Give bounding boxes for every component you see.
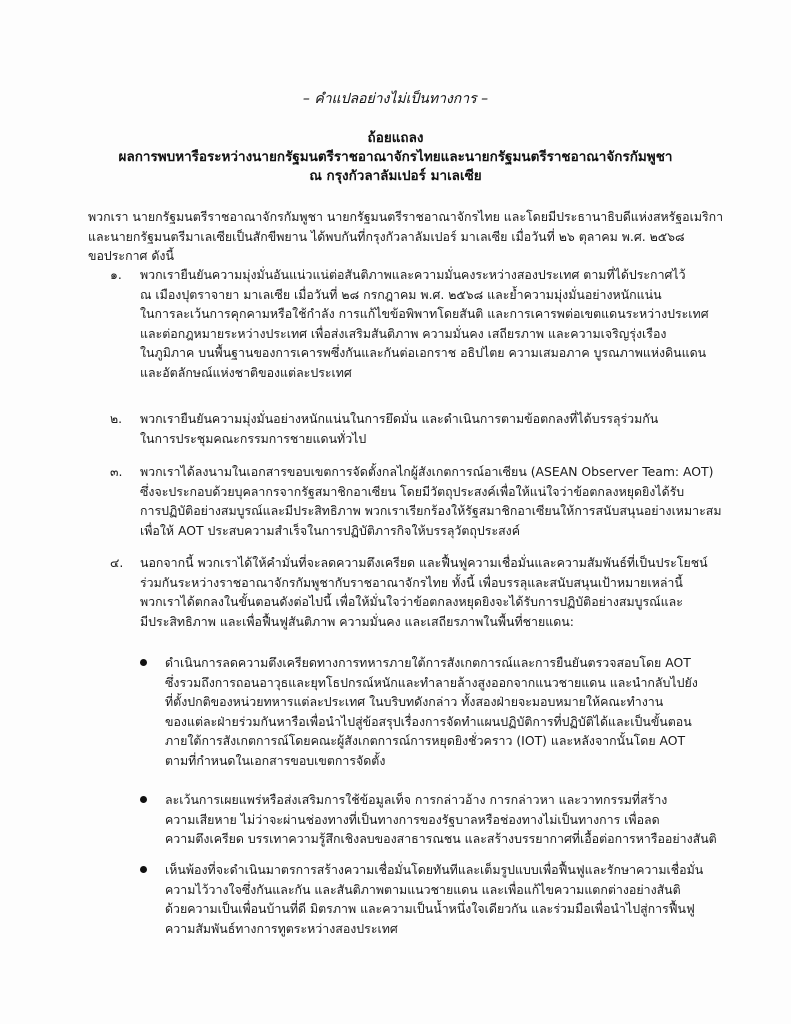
bullet-line: ที่ตั้งปกติของหน่วยทหารแต่ละประเทศ ในบริบทดังกล่าว ทั้งสองฝ่ายจะมอบหมายให้คณะทำงาน [165,694,664,709]
bullet-line: ด้วยความเป็นเพื่อนบ้านที่ดี มิตรภาพ และความเป็นน้ำหนึ่งใจเดียวกัน และร่วมมือเพื่อนำไปสู่การฟื้นฟู [165,901,695,916]
title-line-statement: ถ้อยแถลง [367,130,424,146]
item-line: มีประสิทธิภาพ และเพื่อฟื้นฟูสันติภาพ ความมั่นคง และเสถียรภาพในพื้นที่ชายแดน: [140,613,574,629]
title-line-meeting: ผลการพบหารือระหว่างนายกรัฐมนตรีราชอาณาจักรไทยและนายกรัฐมนตรีราชอาณาจักรกัมพูชา [118,149,673,165]
item-line: ในการประชุมคณะกรรมการชายแดนทั่วไป [140,430,367,446]
item-number: ๑. [110,267,122,282]
item-line: การปฏิบัติอย่างสมบูรณ์และมีประสิทธิภาพ พวกเราเรียกร้องให้รัฐสมาชิกอาเซียนให้การสนับสนุนอย่างเหมาะสม [140,503,722,518]
bullet-line: ละเว้นการเผยแพร่หรือส่งเสริมการใช้ข้อมูลเท็จ การกล่าวอ้าง การกล่าวหา และวาทกรรมที่สร้าง [165,792,668,807]
bullet-line: ตามที่กำหนดในเอกสารขอบเขตการจัดตั้ง [165,752,386,768]
item-line: นอกจากนี้ พวกเราได้ให้คำมั่นที่จะลดความตึงเครียด และฟื้นฟูความเชื่อมั่นและความสัมพันธ์ที่เป็นประโยชน์ [140,555,708,570]
bullet-text [165,860,703,938]
unofficial-translation-note: – คำแปลอย่างไม่เป็นทางการ – [302,91,489,107]
item-text [140,462,721,540]
item-line: ณ เมืองปุตราจายา มาเลเซีย เมื่อวันที่ ๒๘ กรกฎาคม พ.ศ. ๒๕๖๘ และย้ำความมุ่งมั่นอย่างหนักแน่น [140,286,662,302]
bullet-icon [140,659,147,666]
item-text [140,265,709,382]
bullet-text [165,653,698,770]
item-line: พวกเราได้ลงนามในเอกสารขอบเขตการจัดตั้งกลไกผู้สังเกตการณ์อาเซียน (ASEAN Observer Team: AOT) [140,464,714,479]
title-line-location: ณ กรุงกัวลาลัมเปอร์ มาเลเซีย [309,168,482,184]
preamble-line: ขอประกาศ ดังนี้ [88,248,174,263]
bullet-text [165,790,717,849]
bullet-line: ความไว้วางใจซึ่งกันและกัน และสันติภาพตามแนวชายแดน และเพื่อแก้ไขความแตกต่างอย่างสันติ [165,881,681,897]
item-line: พวกเรายืนยันความมุ่งมั่นอันแน่วแน่ต่อสันติภาพและความมั่นคงระหว่างสองประเทศ ตามที่ได้ประกาศไว้ [140,267,686,282]
item-line: ในการละเว้นการคุกคามหรือใช้กำลัง การแก้ไขข้อพิพาทโดยสันติ และการเคารพต่อเขตแดนระหว่างประเทศ [140,306,709,321]
item-line: และต่อกฎหมายระหว่างประเทศ เพื่อส่งเสริมสันติภาพ ความมั่นคง เสถียรภาพ และความเจริญรุ่งเรือง [140,325,667,341]
item-line: เพื่อให้ AOT ประสบความสำเร็จในการปฏิบัติภารกิจให้บรรลุวัตถุประสงค์ [140,522,521,538]
item-line: ซึ่งจะประกอบด้วยบุคลากรจากรัฐสมาชิกอาเซียน โดยมีวัตถุประสงค์เพื่อให้แน่ใจว่าข้อตกลงหยุดยิงได้รับ [140,483,685,499]
bullet-line: ความสัมพันธ์ทางการทูตระหว่างสองประเทศ [165,920,398,936]
preamble-paragraph [88,207,748,266]
item-line: และอัตลักษณ์แห่งชาติของแต่ละประเทศ [140,364,352,380]
bullet-icon [140,866,147,873]
bullet-line: ดำเนินการลดความตึงเครียดทางการทหารภายใต้การสังเกตการณ์และการยืนยันตรวจสอบโดย AOT [165,655,691,670]
preamble-line: และนายกรัฐมนตรีมาเลเซียเป็นสักขีพยาน ได้พบกันที่กรุงกัวลาลัมเปอร์ มาเลเซีย เมื่อวันที่ ๒๖ ตุลาคม พ.ศ. ๒๕๖๘ [88,228,685,244]
item-number: ๔. [110,555,124,570]
bullet-icon [140,796,147,803]
bullet-line: ของแต่ละฝ่ายร่วมกันหารือเพื่อนำไปสู่ข้อสรุปเรื่องการจัดทำแผนปฏิบัติการที่ปฏิบัติได้และเป็นขั้นตอน [165,713,692,729]
item-line: พวกเรายืนยันความมุ่งมั่นอย่างหนักแน่นในการยึดมั่น และดำเนินการตามข้อตกลงที่ได้บรรลุร่วมกัน [140,411,659,426]
item-text [140,553,708,631]
bullet-line: ความเสียหาย ไม่ว่าจะผ่านช่องทางที่เป็นทางการของรัฐบาลหรือช่องทางไม่เป็นทางการ เพื่อลด [165,811,660,827]
item-line: พวกเราได้ตกลงในขั้นตอนดังต่อไปนี้ เพื่อให้มั่นใจว่าข้อตกลงหยุดยิงจะได้รับการปฏิบัติอย่างสมบูรณ์และ [140,594,683,609]
item-line: ร่วมกันระหว่างราชอาณาจักรกัมพูชากับราชอาณาจักรไทย ทั้งนี้ เพื่อบรรลุและสนับสนุนเป้าหมายเหล่านี้ [140,574,683,590]
bullet-line: ภายใต้การสังเกตการณ์โดยคณะผู้สังเกตการณ์การหยุดยิงชั่วคราว (IOT) และหลังจากนั้นโดย AOT [165,733,686,748]
preamble-line: พวกเรา นายกรัฐมนตรีราชอาณาจักรกัมพูชา นายกรัฐมนตรีราชอาณาจักรไทย และโดยมีประธานาธิบดีแห่งสหรัฐอเมริกา [88,209,724,224]
document-title [0,129,791,186]
item-text [140,409,658,448]
bullet-line: ความตึงเครียด บรรเทาความรู้สึกเชิงลบของสาธารณชน และสร้างบรรยากาศที่เอื้อต่อการหารืออย่างสันติ [165,831,717,846]
bullet-line: ซึ่งรวมถึงการถอนอาวุธและยุทโธปกรณ์หนักและทำลายล้างสูงออกจากแนวชายแดน และนำกลับไปยัง [165,674,698,690]
bullet-line: เห็นพ้องที่จะดำเนินมาตรการสร้างความเชื่อมั่นโดยทันทีและเต็มรูปแบบเพื่อฟื้นฟูและรักษาความเชื่อมั่น [165,862,704,877]
item-number: ๒. [110,411,123,426]
item-line: ในภูมิภาค บนพื้นฐานของการเคารพซึ่งกันและกันต่อเอกราช อธิปไตย ความเสมอภาค บูรณภาพแห่งดินแดน [140,345,707,360]
item-number: ๓. [110,464,123,479]
